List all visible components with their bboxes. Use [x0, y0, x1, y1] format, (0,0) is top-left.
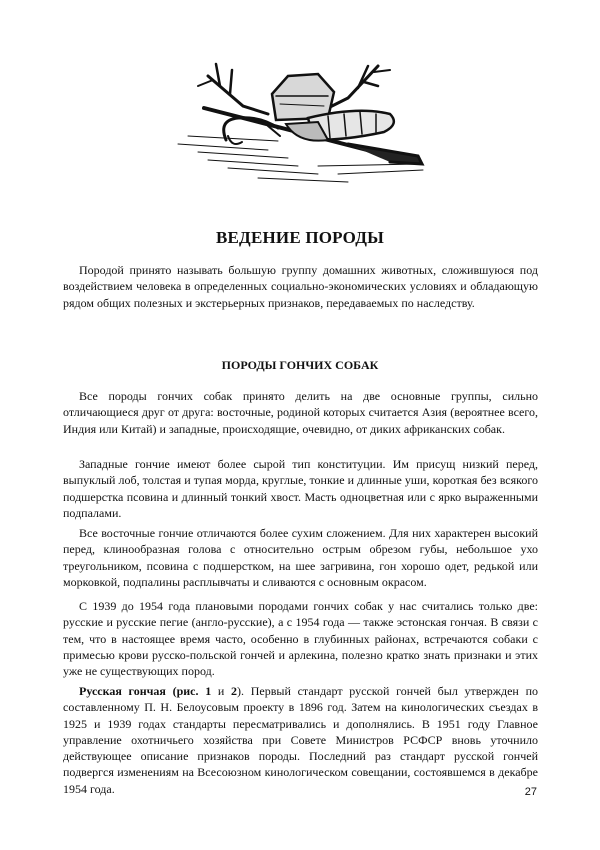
breed-description: ). Первый стандарт русской гончей был утвержден по составленному П. Н. Белоусовым проекту в 1896 год. Затем на кинологических съездах в 1925 и 1939 годах стандарты пересматривались и дополнялись. В 1951 году Главное управление охотничьего хозяйства при Совете Министров РСФСР вновь уточнило действующее описание признаков породы. Последний раз стандарт русской гончей подвергся изменениям на Всесоюзном кинологическом совещании, состоявшемся в декабре 1954 года.: [63, 684, 538, 796]
breed-heading-lead: Русская гончая (рис. 1: [79, 684, 212, 698]
paragraph-1: Все породы гончих собак принято делить на две основные группы, сильно отличающиеся друг от друга: восточные, родиной которых считается Азия (вероятнее всего, Индия или Китай) и западные, происходящие, очевидно, от диких африканских собак.: [63, 389, 538, 436]
paragraph-3: Все восточные гончие отличаются более сухим сложением. Для них характерен высокий перед, клинообразная голова с относительно острым обрезом губы, небольшое ухо треугольником, псовина с подшерстком, на шее загривина, гон хорошо одет, редькой или морковкой, подпалины расплывчаты и сливаются с основным окрасом.: [63, 526, 538, 589]
paragraph-4: С 1939 до 1954 года плановыми породами гончих собак у нас считались только две: русские и русские пегие (англо-русские), а с 1954 года — также эстонская гончая. В связи с тем, что в настоящее время часто, особенно в глубинных районах, встречаются собаки с примесью крови русско-польской гончей и арлекина, полезно кратко знать признаки и этих уже не существующих пород.: [63, 599, 538, 679]
page-number: 27: [524, 786, 537, 798]
hunting-still-life-icon: [168, 36, 436, 186]
paragraph-5: [63, 683, 538, 797]
section-title: ПОРОДЫ ГОНЧИХ СОБАК: [221, 358, 379, 372]
intro-paragraph: Породой принято называть большую группу домашних животных, сложившуюся под воздействием человека в определенных социально-экономических условиях и обладающую рядом общих полезных и экстерьерных признаков, передаваемых по наследству.: [63, 263, 538, 310]
breed-heading-fig2: 2: [231, 684, 238, 698]
breed-heading-and: и: [211, 684, 232, 698]
hunting-still-life-illustration: [168, 36, 436, 186]
page-title: ВЕДЕНИЕ ПОРОДЫ: [215, 228, 385, 247]
paragraph-2: Западные гончие имеют более сырой тип конституции. Им присущ низкий перед, выпуклый лоб, толстая и тупая морда, круглые, тонкие и длинные уши, короткая без всякого подшерстка псовина и длинный тонкий хвост. Масть одноцветная или с ярко выраженными подпалами.: [63, 457, 538, 520]
